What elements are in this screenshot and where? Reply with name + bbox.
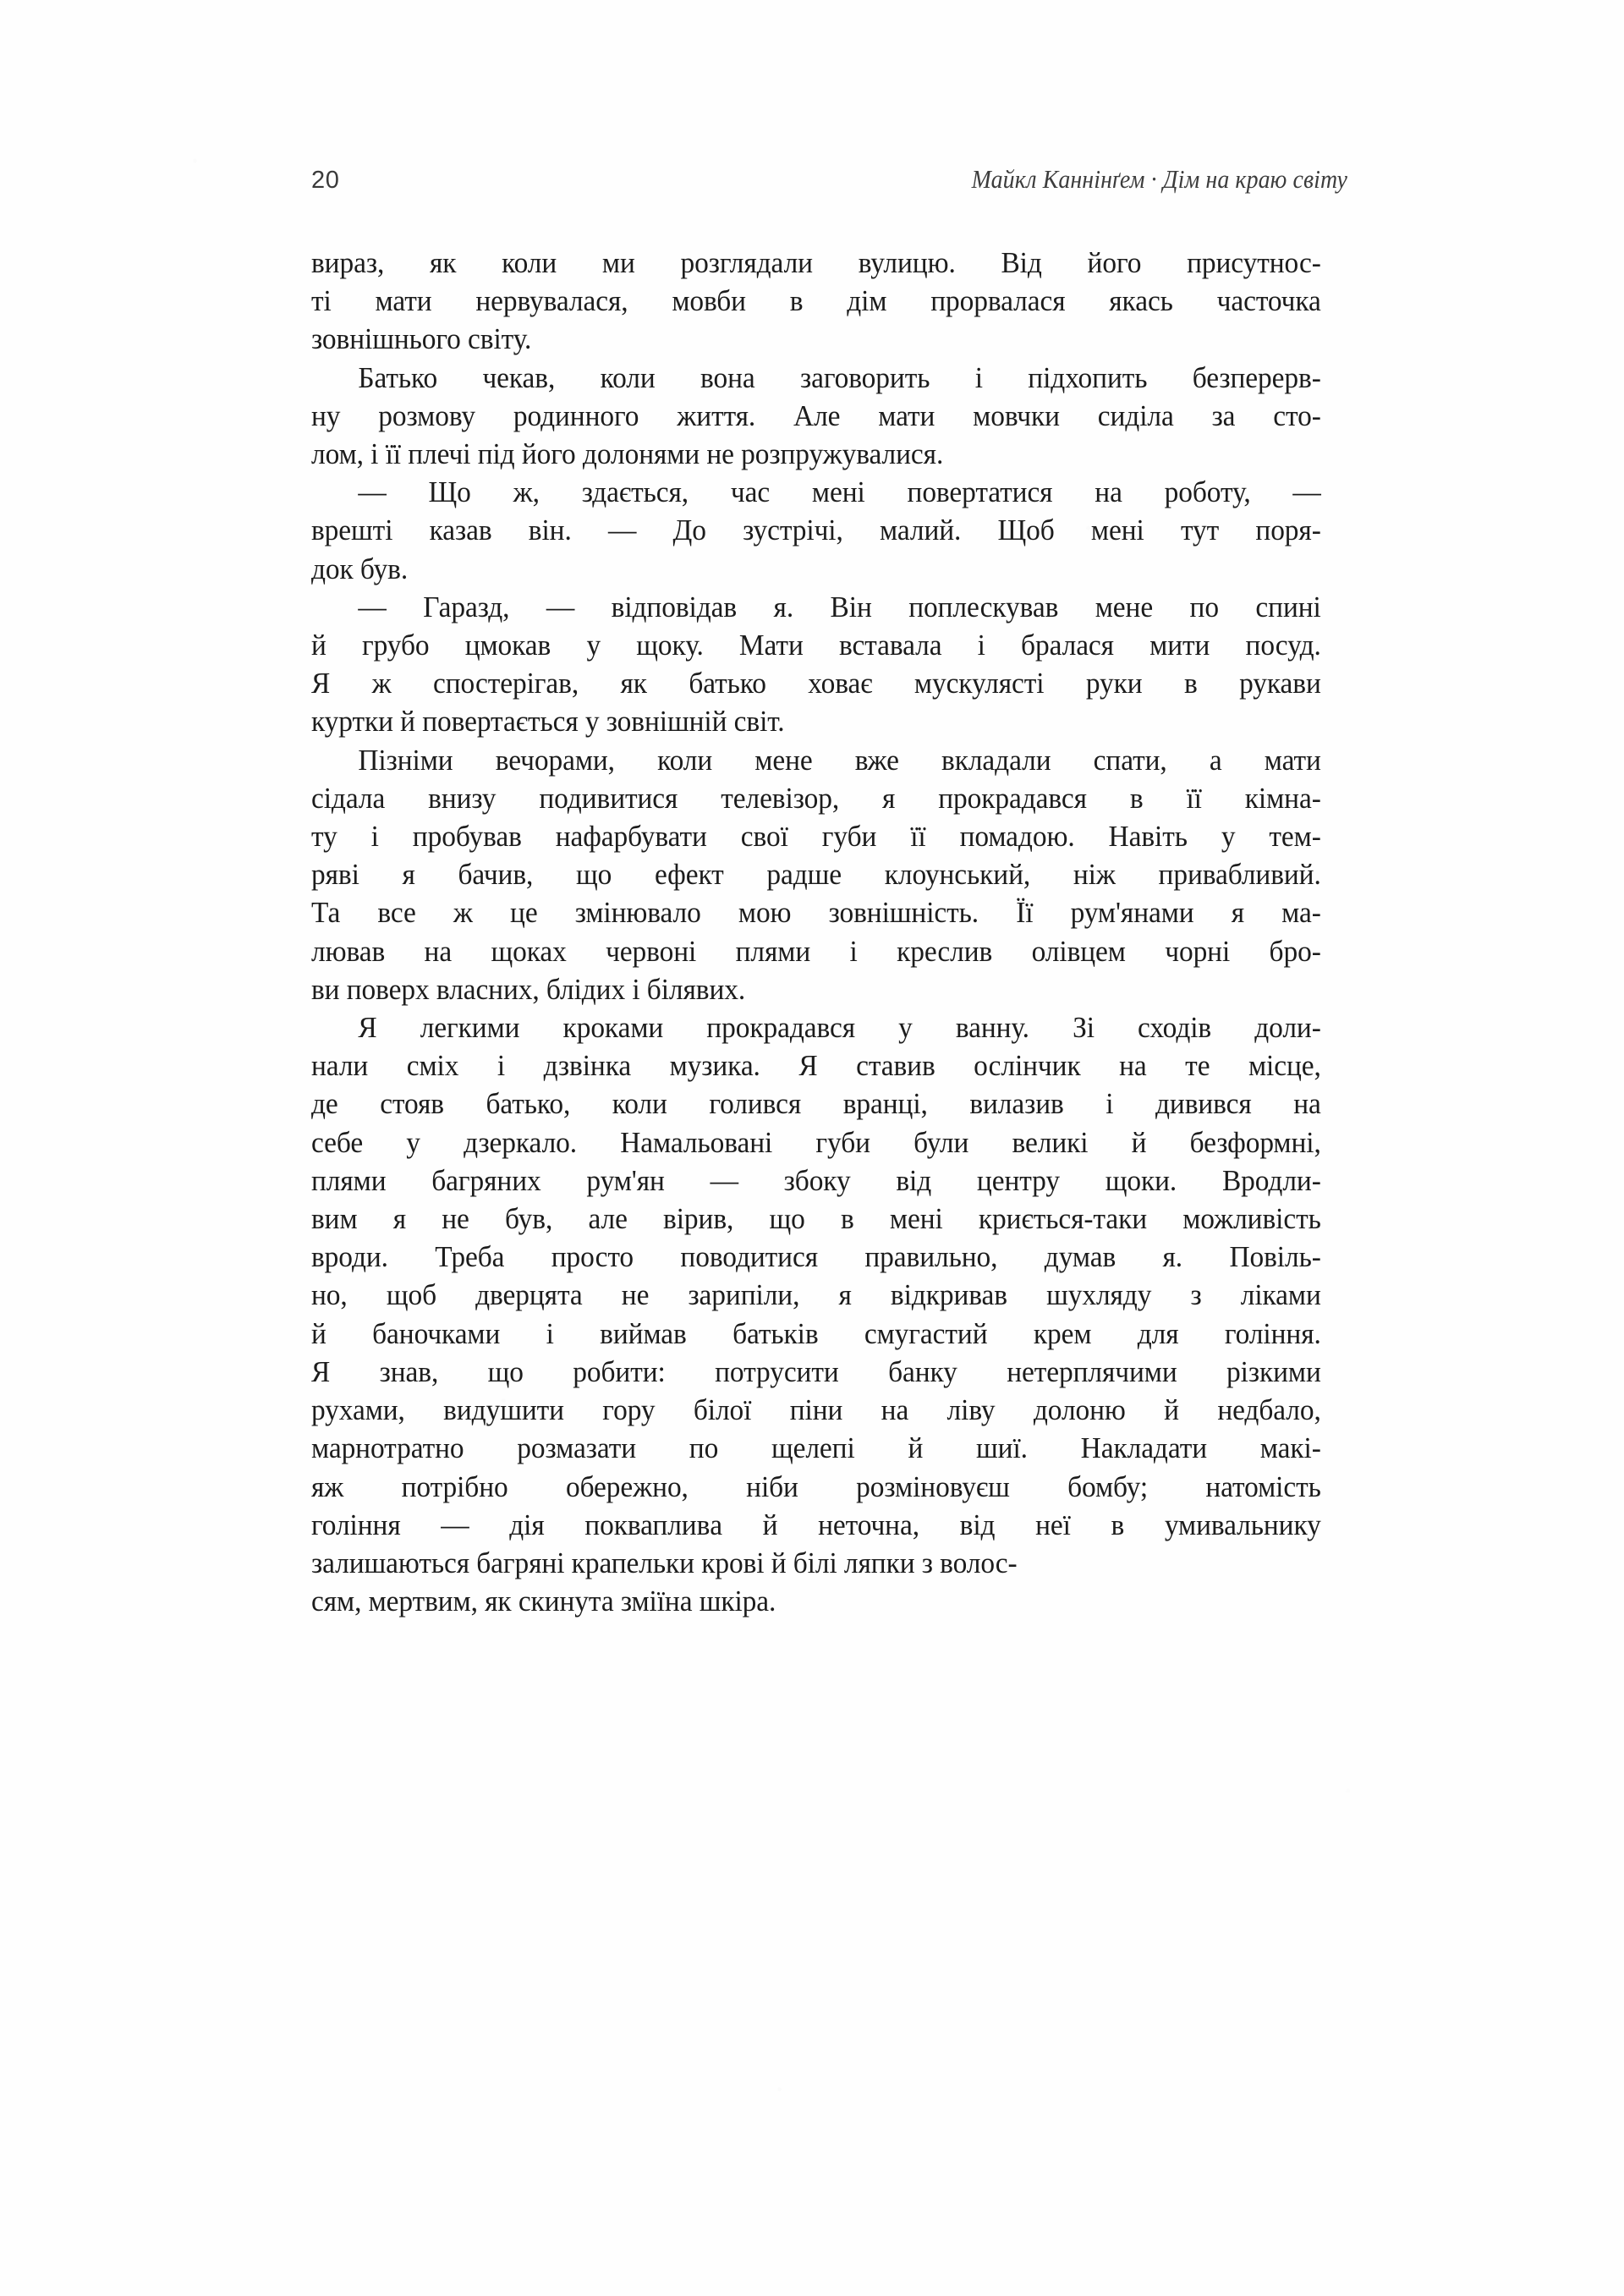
text-line: й баночками і виймав батьків смугастий крем для гоління. (311, 1316, 1321, 1350)
body-text (311, 244, 1369, 1620)
text-line (311, 1008, 1321, 1046)
text-line: док був. (311, 552, 409, 585)
text-line: вираз, як коли ми розглядали вулицю. Від його присутнос- (311, 246, 1321, 279)
text-line (311, 473, 1321, 511)
text-line: гоління — дія поквапливa й неточна, від неї в умивальнику (311, 1508, 1321, 1541)
text-line: Я знав, що робити: потрусити банку нетерплячими різкими (311, 1354, 1321, 1388)
text-line: плями багряних рум'ян — збоку від центру щоки. Вродли- (311, 1163, 1321, 1197)
text-line: сідала внизу подивитися телевізор, я прокрадався в її кімна- (311, 781, 1321, 815)
text-line: ну розмову родинного життя. Але мати мовчки сиділа за сто- (311, 398, 1321, 432)
text-line: нали сміх і дзвінка музика. Я ставив ослінчик на те місце, (311, 1049, 1321, 1083)
text-line: сям, мертвим, як скинута зміїна шкіра. (311, 1585, 776, 1618)
text-line: лював на щоках червоні плями і креслив олівцем чорні бро- (311, 934, 1321, 968)
running-header (311, 166, 1369, 203)
text-line: лом, і її плечі під його долонями не розпружувалися. (311, 437, 944, 471)
text-line: де стояв батько, коли голився вранці, вилазив і дивився на (311, 1087, 1321, 1121)
text-line-content: Я легкими кроками прокрадався у ванну. Зі сходів доли- (358, 1011, 1321, 1045)
text-line-content: Батько чекав, коли вона заговорить і підхопить безперерв- (358, 360, 1321, 394)
text-line: й грубо цмокав у щоку. Мати вставала і бралася мити посуд. (311, 629, 1321, 662)
text-line (311, 741, 1321, 779)
text-line: ті мати нервувалася, мовби в дім прорвалася якась часточка (311, 284, 1321, 318)
text-line-content: — Що ж, здається, час мені повертатися на роботу, — (358, 475, 1321, 509)
page-number: 20 (311, 167, 340, 194)
text-line: яж потрібно обережно, ніби розміновуєш бомбу; натомість (311, 1469, 1321, 1503)
text-line: врешті казав він. — До зустрічі, малий. Щоб мені тут поря- (311, 514, 1321, 547)
text-line: ви поверх власних, блідих і білявих. (311, 972, 746, 1006)
text-line: но, щоб дверцята не зарипіли, я відкривав шухляду з ліками (311, 1278, 1321, 1312)
text-line (311, 359, 1321, 397)
text-line: вроди. Треба просто поводитися правильно, думав я. Повіль- (311, 1240, 1321, 1274)
text-line: залишаються багряні крапельки крові й білі ляпки з волос- (311, 1546, 1018, 1579)
text-line: зовнішнього світу. (311, 322, 532, 356)
text-line: ряві я бачив, що ефект радше клоунський, ніж привабливий. (311, 858, 1321, 892)
text-line-content: — Гаразд, — відповідав я. Він поплескував мене по спині (358, 590, 1321, 623)
text-line: марнотратно розмазати по щелепі й шиї. Накладати макі- (311, 1431, 1321, 1465)
running-title: Майкл Каннінґем · Дім на краю світу (971, 164, 1348, 194)
text-line-content: Пізніми вечорами, коли мене вже вкладали спати, а мати (358, 743, 1321, 777)
text-line: Я ж спостерігав, як батько ховає мускулясті руки в рукави (311, 667, 1321, 700)
text-line (311, 588, 1321, 626)
text-line: Та все ж це змінювало мою зовнішність. Її рум'янами я ма- (311, 896, 1321, 930)
text-line: рухами, видушити гору білої піни на ліву долоню й недбало, (311, 1393, 1321, 1427)
text-line: ту і пробував нафарбувати свої губи її помадою. Навіть у тем- (311, 820, 1321, 854)
text-line: куртки й повертається у зовнішній світ. (311, 705, 785, 739)
text-line: себе у дзеркало. Намальовані губи були великі й безформні, (311, 1125, 1321, 1159)
text-line: вим я не був, але вірив, що в мені криється-таки можливість (311, 1202, 1321, 1236)
